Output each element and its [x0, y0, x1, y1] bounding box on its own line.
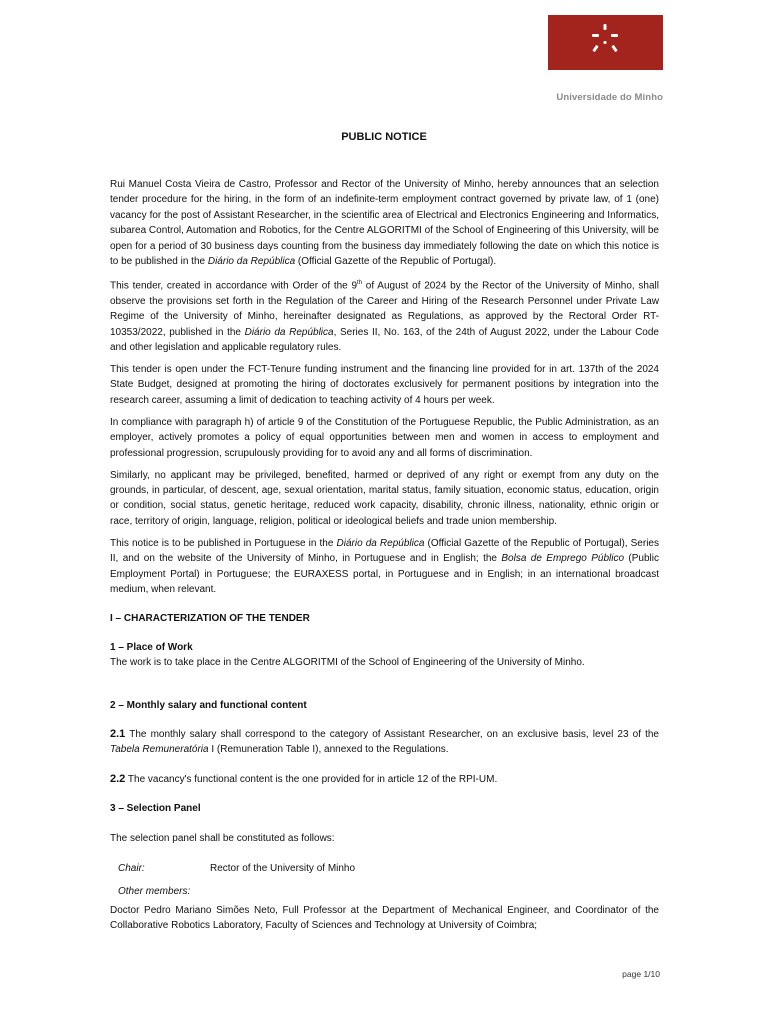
paragraph-intro [110, 177, 659, 269]
text: (Official Gazette of the Republic of Portugal), Series II, and on the website of the University of Minho, in Portuguese and in English; the [110, 537, 659, 565]
text: , Series II, No. 163, of the 24th of August 2022, under the Labour Code and other legislation and applicable regulatory rules. [110, 326, 659, 353]
italic-text: Bolsa de Emprego Público [501, 553, 625, 565]
paragraph-place-of-work: The work is to take place in the Centre ALGORITMI of the School of Engineering of the University of Minho. [110, 657, 585, 669]
text: I (Remuneration Table I), annexed to the Regulations. [208, 744, 449, 756]
subsection-number: 2.2 [110, 772, 126, 785]
panel-others-row [110, 884, 659, 899]
page-number: page 1/10 [622, 969, 660, 979]
subsection-number: 2.1 [110, 728, 126, 741]
paragraph-panel-intro: The selection panel shall be constituted as follows: [110, 832, 335, 844]
section-heading-selection-panel: 3 – Selection Panel [110, 803, 201, 815]
panel-chair-row [110, 861, 659, 876]
paragraph-publication [110, 536, 659, 598]
text: of August of 2024 by the Rector of the University of Minho, shall observe the provisions set forth in the Regulation of the Career and Hiring of the Research Personnel under Private Law Regime of the University of Minho, hereinafter designated as Regulations, as approved by the Rectoral Order RT-10353/2022, published in the [110, 280, 659, 338]
university-logo [548, 15, 663, 70]
italic-text: Diário da República [336, 537, 425, 549]
panel-member-1: Doctor Pedro Mariano Simões Neto, Full Professor at the Department of Mechanical Engineer, and Coordinator of the Collaborative Robotics Laboratory, Faculty of Sciences and Technology at University of Coimbra; [110, 904, 659, 932]
section-heading-place-of-work: 1 – Place of Work [110, 641, 193, 653]
text: (Official Gazette of the Republic of Portugal). [295, 256, 497, 268]
section-heading-salary: 2 – Monthly salary and functional content [110, 699, 307, 711]
italic-text: Diário da República [207, 256, 296, 268]
italic-text: Diário da República [244, 326, 334, 338]
logo-star-icon [548, 15, 663, 70]
superscript: th [357, 280, 363, 287]
chair-label: Chair: [118, 863, 145, 875]
paragraph-funding: This tender is open under the FCT-Tenure funding instrument and the financing line provided for in art. 137th of the 2024 State Budget, designed at promoting the hiring of doctorates exclusively for permanent positions by integration into the research career, assuming a limit of dedication to teaching activity of 4 hours per week. [110, 363, 659, 406]
university-name: Universidade do Minho [556, 92, 663, 103]
other-members-label: Other members: [118, 885, 191, 897]
paragraph-equal-opportunity: In compliance with paragraph h) of article 9 of the Constitution of the Portuguese Republic, the Public Administration, as an employer, actively promotes a policy of equal opportunities between men and women in access to employment and professional progression, scrupulously providing for to avoid any and all forms of discrimination. [110, 416, 659, 459]
text: This tender, created in accordance with Order of the 9 [110, 280, 358, 292]
text: The monthly salary shall correspond to the category of Assistant Researcher, on an exclusive basis, level 23 of the [125, 729, 659, 741]
paragraph-salary [110, 727, 659, 758]
chair-value: Rector of the University of Minho [210, 863, 356, 875]
paragraph-functional-content [110, 772, 659, 787]
paragraph-tender-basis [110, 276, 659, 355]
notice-body [110, 177, 659, 940]
page-title: PUBLIC NOTICE [341, 131, 427, 143]
text: This notice is to be published in Portuguese in the [110, 537, 337, 549]
paragraph-non-discrimination: Similarly, no applicant may be privileged, benefited, harmed or deprived of any right or exempt from any duty on the grounds, in particular, of descent, age, sexual orientation, marital status, family situation, economic status, education, origin or condition, social status, genetic heritage, reduced work capacity, disability, chronic illness, nationality, ethnic origin or race, territory of origin, language, religion, political or ideological beliefs and trade union membership. [110, 469, 659, 527]
text: (Public Employment Portal) in Portuguese; the EURAXESS portal, in Portuguese and in English; in an international broadcast medium, when relevant. [110, 553, 659, 596]
text: Rui Manuel Costa Vieira de Castro, Professor and Rector of the University of Minho, hereby announces that an selection tender procedure for the hiring, in the form of an indefinite-term employment contract governed by private law, of 1 (one) vacancy for the post of Assistant Researcher, in the scientific area of Electrical and Electronics Engineering and Informatics, subarea Control, Automation and Robotics, for the Centre ALGORITMI of the School of Engineering of this University, will be open for a period of 30 business days counting from the business day immediately following the date on which this notice is to be published in the [110, 179, 659, 268]
section-heading-characterization: I – CHARACTERIZATION OF THE TENDER [110, 613, 310, 625]
italic-text: Tabela Remuneratória [110, 744, 209, 756]
text: The vacancy's functional content is the one provided for in article 12 of the RPI-UM. [125, 773, 498, 785]
